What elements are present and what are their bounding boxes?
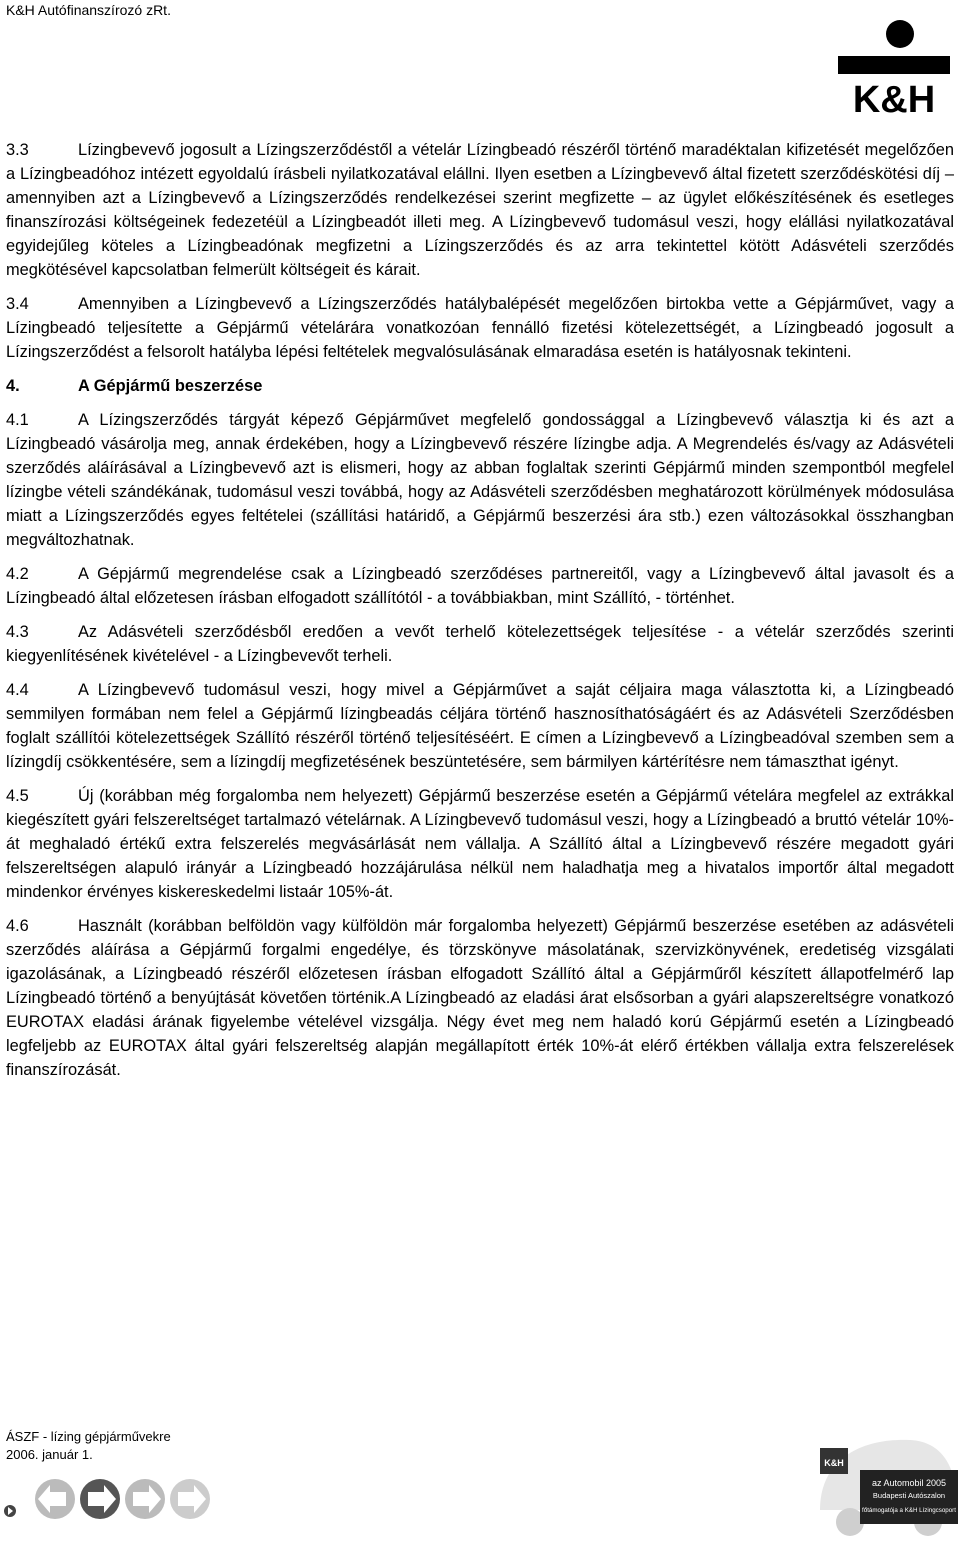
section-text: Amennyiben a Lízingbevevő a Lízingszerződés hatálybalépését megelőzően birtokba vette a Gépjárművet, vagy a Lízingbeadó teljesítette a Gépjármű vételárára vonatkozóan fennálló fizetési kötelezettségét, a Lízingbeadó jogosult a Lízingszerződést a felsorolt hatályba lépési feltételek megvalósulásának elmaradása esetén is hatályosnak tekinteni. xyxy=(6,295,954,361)
section-paragraph xyxy=(6,138,954,282)
section-text: A Gépjármű beszerzése xyxy=(78,377,263,395)
footer xyxy=(6,1428,171,1464)
section-number: 4.4 xyxy=(6,681,29,699)
section-number: 3.3 xyxy=(6,141,29,159)
badge-line2: Budapesti Autószalon xyxy=(872,1491,946,1500)
section-number: 4.1 xyxy=(6,411,29,429)
badge-logo-text: K&H xyxy=(824,1458,844,1468)
section-paragraph xyxy=(6,914,954,1082)
autoshow-badge xyxy=(800,1430,960,1542)
arrow-right-icon[interactable] xyxy=(80,1479,120,1519)
small-arrow-icon xyxy=(4,1505,16,1517)
page-navigation xyxy=(0,1475,220,1535)
section-number: 3.4 xyxy=(6,295,29,313)
section-paragraph xyxy=(6,562,954,610)
section-number: 4. xyxy=(6,377,20,395)
section-text: Lízingbevevő jogosult a Lízingszerződéstől a vételár Lízingbeadó részéről történő maradéktalan kifizetését megelőzően a Lízingbeadóhoz intézett egyoldalú írásbeli nyilatkozatával elállni. Ilyen esetben a Lízingbevevő által fizetett szerződéskötési díj – amennyiben azt a Lízingbevevő a Lízingszerződés rendelkezései szerint megfizette – az ügylet előkészítésének és esetleges finanszírozási költségeinek fedezetéül a Lízingbeadót illeti meg. A Lízingbevevő tudomásul veszi, hogy elállási nyilatkozatával egyidejűleg köteles a Lízingbeadónak megfizetni a Lízingszerződés és az arra tekintettel kötött Adásvételi szerződés megkötésével kapcsolatban felmerült költségeit és kárait. xyxy=(6,141,954,279)
section-text: Használt (korábban belföldön vagy külföldön már forgalomba helyezett) Gépjármű beszerzése esetében az adásvételi szerződés aláírása a Gépjármű forgalmi engedélye, és törzskönyve másolatának, szervizkönyvének, eredetiség vizsgálati igazolásának, a Lízingbeadó részéről előzetesen írásban elfogadott Szállító által a Gépjárműről készített állapotfelmérő lap Lízingbeadó történő a benyújtását követően történik.A Lízingbeadó az eladási árat elsősorban a gyári alapszereltségre vonatkozó EUROTAX eladási árának figyelembe vételével vizsgálja. Négy évet meg nem haladó korú Gépjármű esetén a Lízingbeadó legfeljebb az EUROTAX által gyári felszereltség alapján megállapított érték 10%-át elérő értékben vállalja extra felszerelések finanszírozását. xyxy=(6,917,954,1079)
section-text: Az Adásvételi szerződésből eredően a vevőt terhelő kötelezettségek teljesítése - a vételár szerződés szerinti kiegyenlítésének kivételével - a Lízingbevevőt terheli. xyxy=(6,623,954,665)
company-name: K&H Autófinanszírozó zRt. xyxy=(6,2,171,18)
badge-line3: főtámogatója a K&H Lízingcsoport xyxy=(862,1507,956,1514)
section-number: 4.3 xyxy=(6,623,29,641)
section-number: 4.2 xyxy=(6,565,29,583)
section-paragraph xyxy=(6,784,954,904)
section-number: 4.5 xyxy=(6,787,29,805)
footer-title: ÁSZF - lízing gépjárművekre xyxy=(6,1429,171,1444)
arrow-right-icon[interactable] xyxy=(170,1479,210,1519)
section-number: 4.6 xyxy=(6,917,29,935)
kh-logo xyxy=(832,18,956,116)
section-text: A Lízingszerződés tárgyát képező Gépjárművet megfelelő gondossággal a Lízingbevevő választja ki és azt a Lízingbeadó vásárolja meg, annak érdekében, hogy a Lízingbevevő részére lízingbe adja. A Megrendelés és/vagy az Adásvételi szerződés aláírásával a Lízingbevevő azt is elismeri, hogy az abban foglaltak szerinti Gépjármű minden szempontból megfelel lízingbe vételi szándékának, tudomásul veszi továbbá, hogy az Adásvételi szerződésben meghatározott körülmények módosulása miatt a Lízingszerződés egyes feltételei (szállítási határidő, a Gépjármű beszerzési ára stb.) ezen változásokkal összhangban megváltozhatnak. xyxy=(6,411,954,549)
section-heading xyxy=(6,374,954,398)
arrow-right-icon[interactable] xyxy=(125,1479,165,1519)
badge-line1: az Automobil 2005 xyxy=(871,1478,947,1488)
section-paragraph xyxy=(6,292,954,364)
section-text: A Lízingbevevő tudomásul veszi, hogy mivel a Gépjárművet a saját céljaira maga választotta ki, a Lízingbeadó semmilyen formában nem felel a Gépjármű lízingbeadás céljára történő hasznosíthatóságáért és az Adásvételi Szerződésben foglalt szállítói kötelezettségek Szállító részéről történő teljesítéséért. E címen a Lízingbevevő a Lízingbeadóval szemben sem a lízingdíj csökkentésére, sem a lízingdíj megfizetésének beszüntetésére, sem bármilyen kártérítésre nem támaszthat igényt. xyxy=(6,681,954,771)
section-paragraph xyxy=(6,620,954,668)
footer-date: 2006. január 1. xyxy=(6,1447,93,1462)
section-paragraph xyxy=(6,678,954,774)
section-text: Új (korábban még forgalomba nem helyezett) Gépjármű beszerzése esetén a Gépjármű vételára megfelel az extrákkal kiegészített gyári felszereltséget tartalmazó vételárnak. A Lízingbevevő tudomásul veszi, hogy a Lízingbeadó a bruttó vételár 10%-át meghaladó értékű extra felszerelés megvásárlását nem vállalja. A Szállító által a Lízingbevevő részére megadott gyári felszereltségen alapuló irányár a Lízingbeadó hozzájárulása nélkül nem haladhatja meg a hivatalos importőr által megadott mindenkor érvényes kiskereskedelmi listaár 105%-át. xyxy=(6,787,954,901)
kh-logo-text: K&H xyxy=(852,79,936,116)
section-text: A Gépjármű megrendelése csak a Lízingbeadó szerződéses partnereitől, vagy a Lízingbevevő által javasolt és a Lízingbeadó által előzetesen írásban elfogadott szállítótól - a továbbiakban, mint Szállító, - történhet. xyxy=(6,565,954,607)
document-body xyxy=(6,138,954,1092)
section-paragraph xyxy=(6,408,954,552)
arrow-left-icon[interactable] xyxy=(35,1479,75,1519)
